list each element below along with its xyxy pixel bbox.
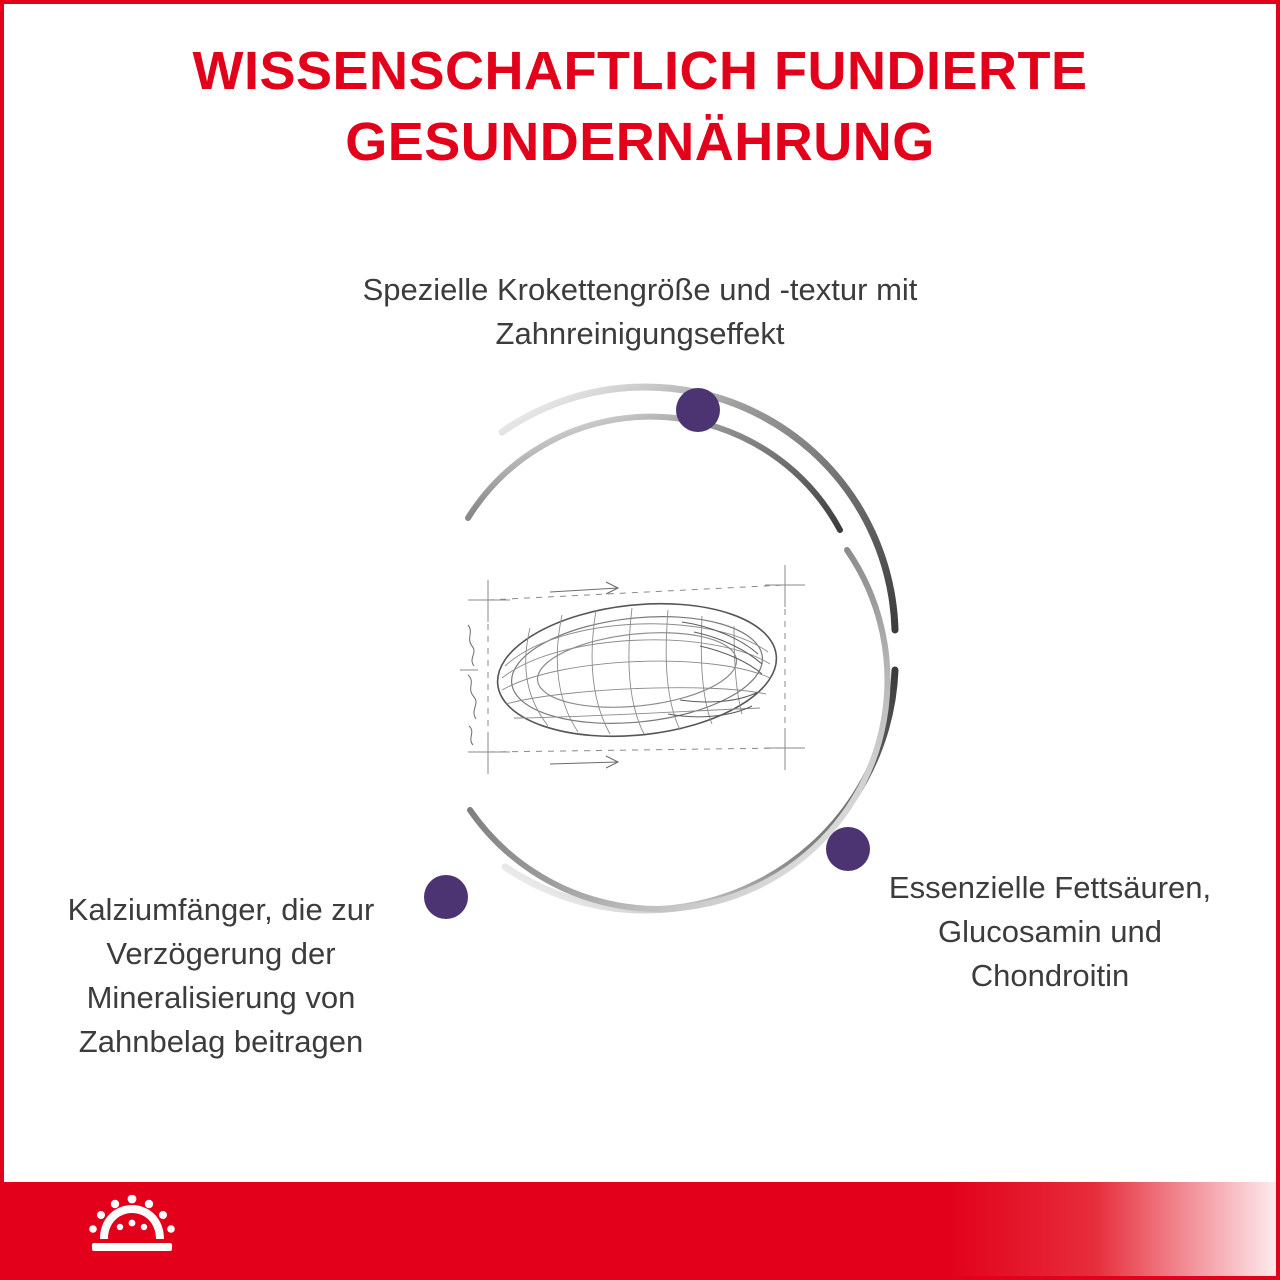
dot-top	[676, 388, 720, 432]
dot-right	[826, 827, 870, 871]
inner-arc-ring	[468, 417, 887, 909]
footer-gradient	[946, 1182, 1276, 1276]
callout-left-text: Kalziumfänger, die zur Verzögerung der Mineralisierung von Zahnbelag beitragen	[67, 892, 375, 1060]
footer-bar	[4, 1182, 1276, 1276]
dot-bottom-left	[424, 875, 468, 919]
callout-right-text: Essenzielle Fettsäuren, Glucosamin und Chondroitin	[888, 870, 1212, 994]
royal-canin-crown-logo	[82, 1195, 232, 1263]
page-title	[60, 36, 1220, 179]
page-title-line-2: GESUNDERNÄHRUNG	[345, 112, 935, 173]
callout-top-text: Spezielle Krokettengröße und -textur mit Zahnreinigungseffekt	[362, 272, 918, 352]
kibble-technical-sketch	[460, 565, 805, 774]
central-diagram	[350, 370, 950, 970]
page-title-line-1: WISSENSCHAFTLICH FUNDIERTE	[192, 41, 1088, 101]
